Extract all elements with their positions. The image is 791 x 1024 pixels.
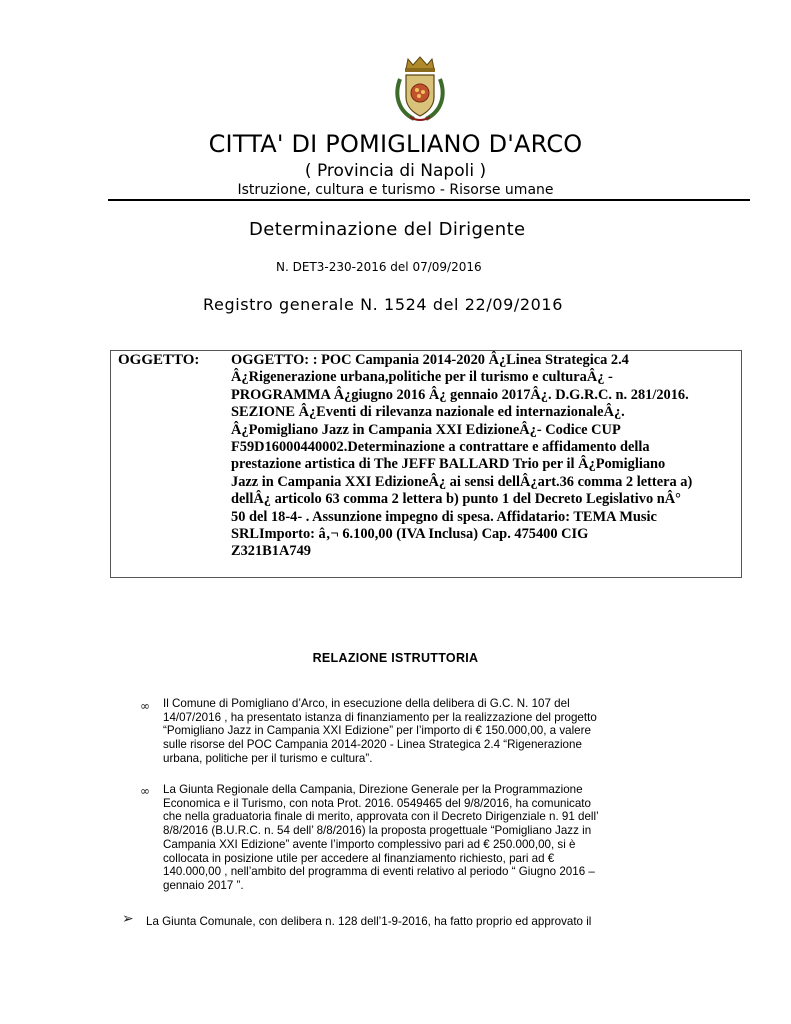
province-label: ( Provincia di Napoli ) xyxy=(304,161,487,181)
infinity-bullet-icon: ∞ xyxy=(140,699,150,713)
coat-of-arms-icon xyxy=(392,55,448,123)
arrow-bullet-icon: ➢ xyxy=(122,911,134,927)
department-label: Istruzione, cultura e turismo - Risorse umane xyxy=(237,182,554,198)
relazione-paragraph-3: La Giunta Comunale, con delibera n. 128 dell’1-9-2016, ha fatto proprio ed approvato il xyxy=(146,915,592,928)
subject-label: OGGETTO: xyxy=(118,352,200,368)
registro-generale: Registro generale N. 1524 del 22/09/2016 xyxy=(203,295,563,314)
relazione-heading: RELAZIONE ISTRUTTORIA xyxy=(312,651,479,665)
city-name: CITTA' DI POMIGLIANO D'ARCO xyxy=(208,130,583,158)
relazione-paragraph-2: La Giunta Regionale della Campania, Direzione Generale per la Programmazione Economica e il Turismo, con nota Prot. 2016. 0549465 del 9/8/2016, ha comunicato che nella graduatoria finale di merito, approvata con il Decreto Dirigenziale n. 91 dell’ 8/8/2016 (B.U.R.C. n. 54 dell’ 8/8/2016) la proposta progettuale “Pomigliano Jazz in Campania XXI Edizione” avente l’importo complessivo pari ad € 250.000,00, si è collocata in posizione utile per accedere al finanziamento richiesto, pari ad € 140.000,00 , nell’ambito del programma di eventi relativo al periodo “ Giugno 2016 – gennaio 2017 ”. xyxy=(163,783,599,892)
infinity-bullet-icon: ∞ xyxy=(140,784,150,798)
subject-text: OGGETTO: : POC Campania 2014-2020 Â¿Linea Strategica 2.4 Â¿Rigenerazione urbana,politiche per il turismo e culturaÂ¿ - PROGRAMMA Â¿giugno 2016 Â¿ gennaio 2017Â¿. D.G.R.C. n. 281/2016. SEZIONE Â¿Eventi di rilevanza nazionale ed internazionaleÂ¿. Â¿Pomigliano Jazz in Campania XXI EdizioneÂ¿- Codice CUP F59D16000440002.Determinazione a contrattare e affidamento della prestazione artistica di The JEFF BALLARD Trio per il Â¿Pomigliano Jazz in Campania XXI EdizioneÂ¿ ai sensi dellÂ¿art.36 comma 2 lettera a) dellÂ¿ articolo 63 comma 2 lettera b) punto 1 del Decreto Legislativo nÂ° 50 del 18-4- . Assunzione impegno di spesa. Affidatario: TEMA Music SRLImporto: â‚¬ 6.100,00 (IVA Inclusa) Cap. 475400 CIG Z321B1A749 xyxy=(231,352,693,560)
relazione-paragraph-1: Il Comune di Pomigliano d’Arco, in esecuzione della delibera di G.C. N. 107 del 14/07/2016 , ha presentato istanza di finanziamento per la realizzazione del progetto “Pomigliano Jazz in Campania XXI Edizione” per l’importo di € 150.000,00, a valere sulle risorse del POC Campania 2014-2020 - Linea Strategica 2.4 “Rigenerazione urbana, politiche per il turismo e cultura”. xyxy=(163,697,597,765)
determination-number: N. DET3-230-2016 del 07/09/2016 xyxy=(276,260,482,274)
determination-title: Determinazione del Dirigente xyxy=(249,219,526,240)
header-divider xyxy=(108,199,750,201)
